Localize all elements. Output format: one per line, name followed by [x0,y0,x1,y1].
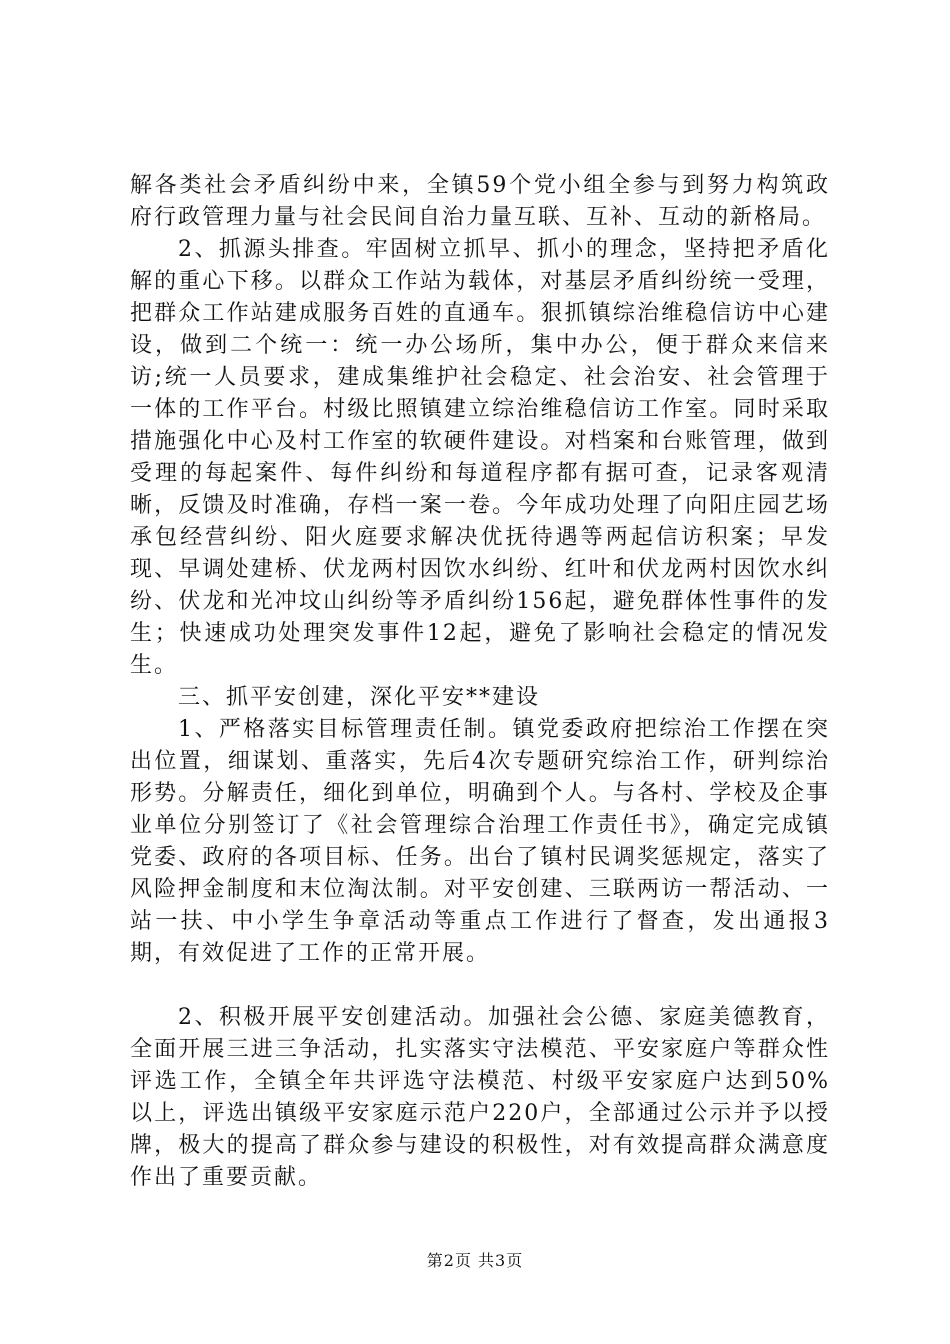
paragraph-source-investigation: 2、抓源头排查。牢固树立抓早、抓小的理念，坚持把矛盾化解的重心下移。以群众工作站为载体，对基层矛盾纠纷统一受理，把群众工作站建成服务百姓的直通车。狠抓镇综治维稳信访中心建设，做到二个统一：统一办公场所，集中办公，便于群众来信来访;统一人员要求，建成集维护社会稳定、社会治安、社会管理于一体的工作平台。村级比照镇建立综治维稳信访工作室。同时采取措施强化中心及村工作室的软硬件建设。对档案和台账管理，做到受理的每起案件、每件纠纷和每道程序都有据可查，记录客观清晰，反馈及时准确，存档一案一卷。今年成功处理了向阳庄园艺场承包经营纠纷、阳火庭要求解决优抚待遇等两起信访积案；早发现、早调处建桥、伏龙两村因饮水纠纷、红叶和伏龙两村因饮水纠纷、伏龙和光冲坟山纠纷等矛盾纠纷156起，避免群体性事件的发生；快速成功处理突发事件12起，避免了影响社会稳定的情况发生。 [130,237,830,678]
paragraph-target-responsibility: 1、严格落实目标管理责任制。镇党委政府把综治工作摆在突出位置，细谋划、重落实，先后4次专题研究综治工作，研判综治形势。分解责任，细化到单位，明确到个人。与各村、学校及企事业单位分别签订了《社会管理综合治理工作责任书》，确定完成镇党委、政府的各项目标、任务。出台了镇村民调奖惩规定，落实了风险押金制度和末位淘汰制。对平安创建、三联两访一帮活动、一站一扶、中小学生争章活动等重点工作进行了督查，发出通报3期，有效促进了工作的正常开展。 [130,717,830,966]
paragraph-continuation: 解各类社会矛盾纠纷中来，全镇59个党小组全参与到努力构筑政府行政管理力量与社会民间自治力量互联、互补、互动的新格局。 [130,173,830,230]
paragraph-safety-activities: 2、积极开展平安创建活动。加强社会公德、家庭美德教育，全面开展三进三争活动，扎实落实守法模范、平安家庭户等群众性评选工作，全镇全年共评选守法模范、村级平安家庭户达到50%以上，评选出镇级平安家庭示范户220户，全部通过公示并予以授牌，极大的提高了群众参与建设的积极性，对有效提高群众满意度作出了重要贡献。 [130,1005,830,1190]
page-footer: 第2页 共3页 [426,1251,524,1270]
document-body [130,170,830,1194]
section-heading-three: 三、抓平安创建，深化平安**建设 [178,685,541,710]
paragraph-spacer [130,970,830,1002]
